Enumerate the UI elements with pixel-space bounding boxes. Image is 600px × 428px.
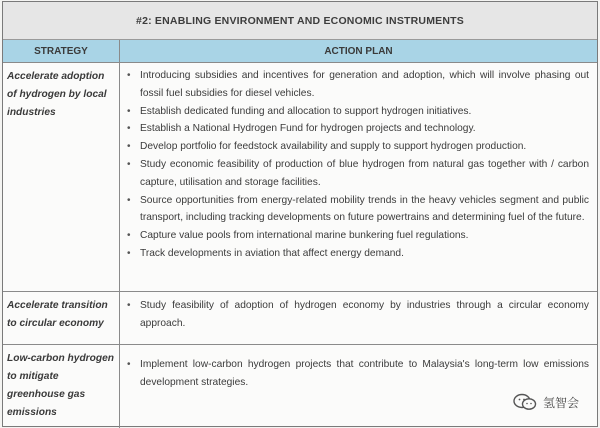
table-row: [3, 63, 597, 292]
column-header-action-plan: ACTION PLAN: [324, 45, 393, 57]
column-header-strategy: STRATEGY: [3, 40, 120, 62]
strategy-cell: Low-carbon hydrogen to mitigate greenhouse gas emissions: [3, 345, 120, 428]
table-row: [3, 292, 597, 345]
table-row: [3, 345, 597, 428]
action-item: • Study economic feasibility of production of blue hydrogen from natural gas together with / carbon capture, utilisation and storage facilities.: [124, 156, 589, 192]
action-item: • Establish a National Hydrogen Fund for hydrogen projects and technology.: [124, 120, 589, 138]
action-list: [124, 297, 589, 333]
action-item: • Capture value pools from international marine bunkering fuel regulations.: [124, 227, 589, 245]
strategy-table: [2, 1, 598, 427]
strategy-cell: Accelerate transition to circular economy: [3, 292, 120, 344]
action-item: • Introducing subsidies and incentives for generation and adoption, which will involve phasing out fossil fuel subsidies for diesel vehicles.: [124, 67, 589, 103]
watermark: [512, 393, 579, 411]
action-item: • Implement low-carbon hydrogen projects that contribute to Malaysia's long-term low emissions development strategies.: [124, 356, 589, 392]
action-list: [124, 67, 589, 263]
action-item: • Track developments in aviation that affect energy demand.: [124, 245, 589, 263]
watermark-text: 氢智会: [542, 395, 579, 410]
action-item: • Source opportunities from energy-related mobility trends in the heavy vehicles segment and public transport, including tracking developments on future powertrains and determining fuel of the future.: [124, 192, 589, 228]
action-item: • Study feasibility of adoption of hydrogen economy by industries through a circular economy approach.: [124, 297, 589, 333]
action-item: • Develop portfolio for feedstock availability and supply to support hydrogen production.: [124, 138, 589, 156]
action-plan-cell: [120, 292, 597, 344]
action-plan-cell: [120, 63, 597, 291]
column-header-row: [3, 40, 597, 63]
action-plan-cell: [120, 345, 597, 428]
action-list: [124, 356, 589, 392]
action-item: • Establish dedicated funding and allocation to support hydrogen initiatives.: [124, 103, 589, 121]
strategy-cell: Accelerate adoption of hydrogen by local industries: [3, 63, 120, 291]
wechat-icon: [512, 393, 538, 411]
table-title: #2: ENABLING ENVIRONMENT AND ECONOMIC INSTRUMENTS: [3, 2, 597, 40]
